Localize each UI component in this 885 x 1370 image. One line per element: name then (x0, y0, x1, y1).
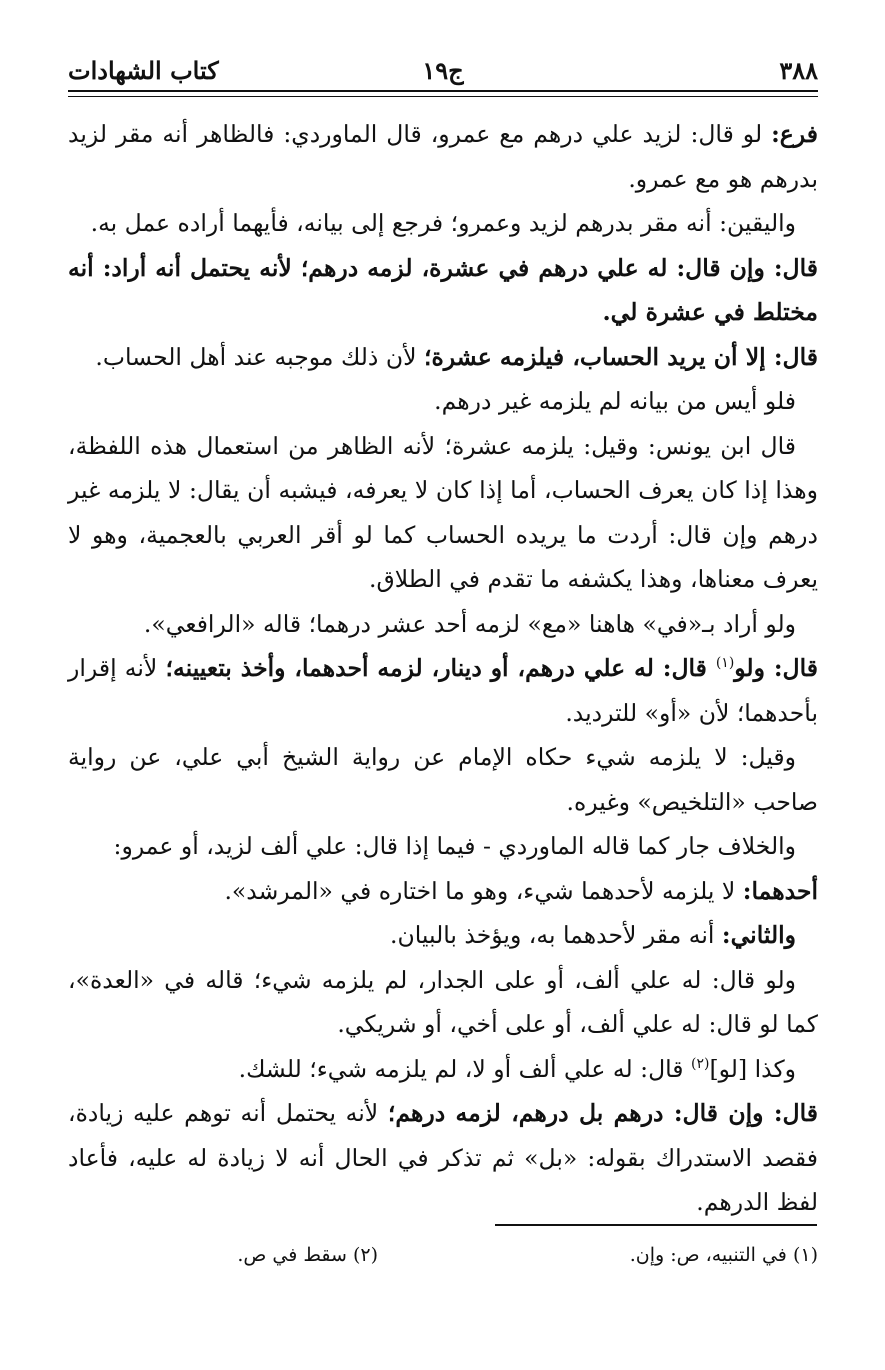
paragraph: فرع: لو قال: لزيد علي درهم مع عمرو، قال الماوردي: فالظاهر أنه مقر لزيد بدرهم هو مع عمرو. (68, 120, 818, 193)
header-rule-thin (68, 96, 818, 97)
book-title: كتاب الشهادات (68, 56, 219, 85)
paragraph: قال: وإن قال: له علي درهم في عشرة، لزمه درهم؛ لأنه يحتمل أنه أراد: أنه مختلط في عشرة لي. (68, 253, 818, 326)
footnotes (68, 1244, 818, 1280)
footnote: (٢) سقط في ص. (237, 1244, 378, 1266)
footnote-ref: (٢) (691, 1055, 710, 1072)
paragraph: قال: ولو$^{(١)}$ قال: له علي درهم، أو دينار، لزمه أحدهما، وأخذ بتعيينه؛ لأنه إقرار بأحدهما؛ لأن «أو» للترديد. (68, 654, 818, 727)
paragraph: والثاني: أنه مقر لأحدهما به، ويؤخذ بالبيان. (390, 921, 796, 949)
footnote-ref: (١) (715, 655, 735, 672)
volume-label: ج١٩ (422, 56, 464, 85)
footnote-rule (495, 1224, 817, 1226)
header-rule-thick (68, 90, 818, 92)
paragraph: فلو أيس من بيانه لم يلزمه غير درهم. (434, 387, 796, 415)
paragraph: قال: إلا أن يريد الحساب، فيلزمه عشرة؛ لأن ذلك موجبه عند أهل الحساب. (95, 342, 818, 371)
paragraph: والخلاف جار كما قاله الماوردي - فيما إذا قال: علي ألف لزيد، أو عمرو: (113, 832, 796, 860)
paragraph: وقيل: لا يلزمه شيء حكاه الإمام عن رواية الشيخ أبي علي، عن رواية صاحب «التلخيص» وغيره. (68, 743, 818, 816)
page-number: ٣٨٨ (779, 56, 818, 85)
paragraph: ولو أراد بـ«في» هاهنا «مع» لزمه أحد عشر درهما؛ قاله «الرافعي». (143, 609, 796, 638)
paragraph: قال: وإن قال: درهم بل درهم، لزمه درهم؛ لأنه يحتمل أنه توهم عليه زيادة، فقصد الاستدراك بقوله: «بل» ثم تذكر في الحال أنه لا زيادة له عليه، فأعاد لفظ الدرهم. (68, 1099, 818, 1216)
body-text (68, 112, 818, 1225)
paragraph: ولو قال: له علي ألف، أو على الجدار، لم يلزمه شيء؛ قاله في «العدة»، كما لو قال: له علي ألف، أو على أخي، أو شريكي. (68, 965, 818, 1038)
paragraph: وكذا [لو]$^{(٢)}$ قال: له علي ألف أو لا، لم يلزمه شيء؛ للشك. (238, 1054, 796, 1083)
footnote: (١) في التنبيه، ص: وإن. (629, 1244, 818, 1266)
page-header (68, 50, 818, 90)
paragraph: واليقين: أنه مقر بدرهم لزيد وعمرو؛ فرجع إلى بيانه، فأيهما أراده عمل به. (90, 209, 796, 237)
paragraph: قال ابن يونس: وقيل: يلزمه عشرة؛ لأنه الظاهر من استعمال هذه اللفظة، وهذا إذا كان يعرف الحساب، أما إذا كان لا يعرفه، فيشبه أن يقال: لا يلزمه غير درهم وإن قال: أردت ما يريده الحساب كما لو أقر العربي بالعجمية، وهو لا يعرف معناها، وهذا يكشفه ما تقدم في الطلاق. (68, 431, 818, 593)
paragraph: أحدهما: لا يلزمه لأحدهما شيء، وهو ما اختاره في «المرشد». (224, 876, 818, 905)
